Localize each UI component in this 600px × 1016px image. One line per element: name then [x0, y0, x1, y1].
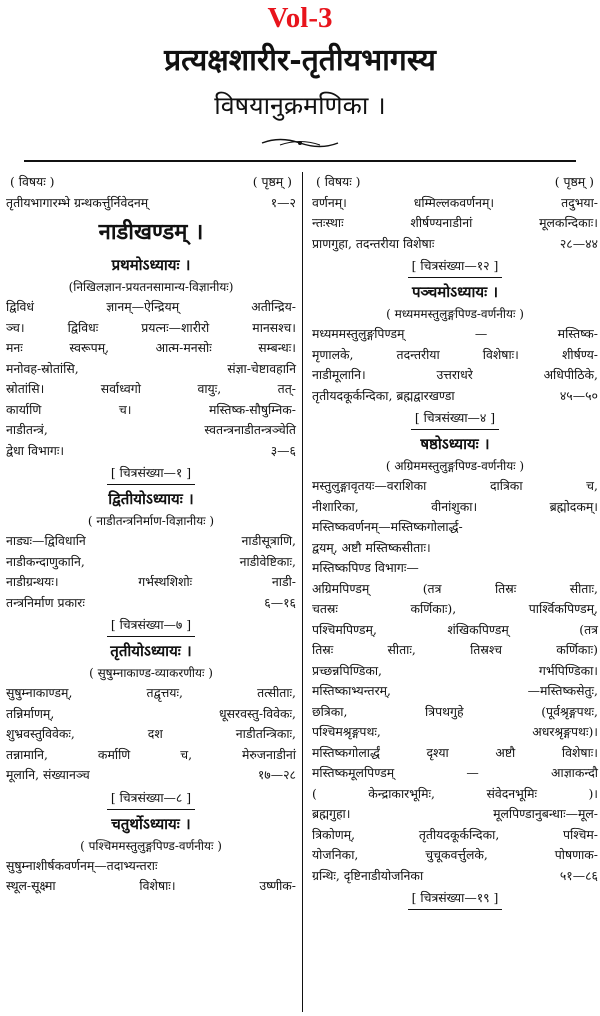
entry-last-line	[6, 765, 296, 786]
plate-count	[6, 462, 296, 485]
entry-last-line	[312, 234, 598, 255]
entry-line: द्वयम्, अष्टौ मस्तिष्कसीताः।	[312, 539, 431, 555]
column-header	[312, 172, 598, 193]
entry-pages: ३—६	[270, 442, 296, 458]
header-divider	[24, 160, 576, 162]
left-column	[6, 172, 296, 897]
entry-text: तन्त्रनिर्माण प्रकारः	[6, 594, 85, 610]
entry-line: मनः स्वरूपम्, आत्म-मनसोः सम्बन्धः।	[6, 340, 296, 355]
entry-text: मूलानि, संख्यानञ्च	[6, 767, 90, 782]
entry-line: नाडीतन्त्रं, स्वतन्त्रनाडीतन्त्रञ्चेति	[6, 422, 296, 437]
entry-line: कार्याणि च। मस्तिष्क-सौषुम्निक-	[6, 401, 296, 417]
entry-text: ग्रन्थिः, दृष्टिनाडीयोजनिका	[312, 867, 424, 883]
chapter-desc: ( अग्रिममस्तुलुङ्गपिण्ड-वर्णनीयः )	[385, 459, 525, 473]
entry-line: तन्निर्माणम्, धूसरवस्तु-विवेकः,	[6, 705, 296, 721]
entry-text: तृतीयभागारम्भे ग्रन्थकर्त्तुर्निवेदनम्	[6, 194, 149, 210]
entry-line: स्रोतांसि। सर्वाध्वगो वायुः, तत्-	[6, 381, 296, 396]
plate-count	[312, 255, 598, 278]
plate-count-text: [ चित्रसंख्या—७ ]	[107, 614, 195, 637]
chapter-title[interactable]: चतुर्थोऽध्यायः ।	[111, 814, 191, 833]
entry-line: ब्रह्मगुहा। मूलपिण्डानुबन्धाः—मूल-	[312, 806, 598, 821]
entry-line: ( केन्द्राकारभूमिः, संवेदनभूमिः )।	[312, 785, 598, 801]
entry-line: मस्तिष्कगोलार्द्धं दृश्या अष्टौ विशेषाः।	[312, 744, 598, 760]
entry-line: छत्रिका, त्रिपथगुहे (पूर्वश्रृङ्गपथः,	[312, 703, 598, 719]
subject-label: ( विषयः )	[316, 174, 361, 189]
entry-line: मध्यममस्तुलुङ्गपिण्डम् — मस्तिष्क-	[312, 326, 598, 341]
chapter-desc: ( मध्यममस्तुलुङ्गपिण्ड-वर्णनीयः )	[386, 307, 524, 321]
entry-pages: ५१—८६	[559, 867, 598, 883]
column-rule	[302, 172, 303, 1012]
entry-line: नाड्यः—द्विविधानि नाडीसूत्राणि,	[6, 533, 296, 548]
entry-line: तन्नामानि, कर्माणि च, मेरुजनाडीनां	[6, 746, 296, 762]
entry-line: अग्रिमपिण्डम् (तत्र तिस्रः सीताः,	[312, 580, 598, 596]
volume-label: Vol-3	[267, 2, 333, 34]
entry-line: पश्चिमपिण्डम्, शंखिकपिण्डम् (तत्र	[312, 621, 598, 637]
entry-line: मस्तुलुङ्गावृतयः—वराशिका दात्रिका च,	[312, 478, 598, 493]
entry-line: चतस्रः कर्णिकाः), पार्श्विकपिण्डम्,	[312, 601, 598, 616]
entry-line: मस्तिष्कपिण्ड विभागः—	[312, 560, 419, 575]
entry-line: प्रच्छन्नपिण्डिका, गर्भपिण्डिका।	[312, 662, 598, 678]
entry-last-line	[6, 441, 296, 462]
subject-label: ( विषयः )	[10, 174, 55, 189]
entry-pages: ६—१६	[264, 594, 296, 610]
entry-line: सुषुम्नाशीर्षकवर्णनम्—तदाभ्यन्तराः	[6, 857, 158, 873]
entry-line: त्रिकोणम्, तृतीयदकूर्कन्दिका, पश्चिम-	[312, 826, 598, 842]
chapter-title[interactable]: षष्ठोऽध्यायः ।	[420, 435, 490, 453]
page-label: ( पृष्ठम् )	[252, 174, 292, 189]
entry-line: पश्चिमश्रृङ्गपथः, अधरश्रृङ्गपथः)।	[312, 724, 598, 739]
entry-pages: १७—२८	[257, 767, 296, 782]
entry-last-line	[312, 386, 598, 407]
right-column	[312, 172, 598, 911]
entry-line: स्थूल-सूक्ष्मा विशेषाः। उष्णीक-	[6, 878, 296, 893]
section-heading: नाडीखण्डम् ।	[98, 219, 204, 245]
entry-line: ञ्च। द्विविधः प्रयत्नः—शारीरो मानसश्च।	[6, 319, 296, 335]
page-subtitle: विषयानुक्रमणिका ।	[214, 91, 386, 120]
plate-count	[312, 407, 598, 430]
flourish-ornament-icon	[260, 136, 340, 150]
entry-text: तृतीयदकूर्कन्दिका, ब्रह्मद्वारखण्डा	[312, 387, 455, 403]
chapter-title[interactable]: प्रथमोऽध्यायः ।	[111, 256, 191, 274]
entry-line: मस्तिष्कमूलपिण्डम् — आज्ञाकन्दौ	[312, 765, 598, 780]
entry-line: द्विविधं ज्ञानम्—ऐन्द्रियम् अतीन्द्रिय-	[6, 299, 296, 314]
entry-line: शुभ्रवस्तुविवेकः, दश नाडीतन्त्रिकाः,	[6, 726, 296, 741]
entry-line: मस्तिष्काभ्यन्तरम्, —मस्तिष्कसेतुः,	[312, 683, 598, 698]
plate-count	[6, 614, 296, 637]
entry-line: वर्णनम्। धम्मिल्लकवर्णनम्। तदुभया-	[312, 194, 598, 210]
chapter-desc: ( सुषुम्नाकाण्ड-व्याकरणीयः )	[89, 666, 213, 680]
entry-line: सुषुम्नाकाण्डम्, तद्वृत्तयः, तत्सीताः,	[6, 685, 296, 700]
chapter-desc: (निखिलज्ञान-प्रयतनसामान्य-विज्ञानीयः)	[68, 280, 234, 294]
entry-pages: ४५—५०	[559, 387, 598, 403]
plate-count	[312, 887, 598, 910]
plate-count-text: [ चित्रसंख्या—८ ]	[107, 787, 195, 810]
entry-line: नाडीमूलानि। उत्तराधरे अधिपीठिके,	[312, 367, 598, 382]
column-header	[6, 172, 296, 193]
entry-line: तिस्रः सीताः, तिस्रश्च कर्णिकाः)	[312, 642, 598, 657]
plate-count-text: [ चित्रसंख्या—१२ ]	[408, 255, 503, 278]
entry-pages: २८—४४	[559, 235, 598, 251]
entry-line: नीशारिका, वीनांशुका। ब्रह्मोदकम्।	[312, 498, 598, 514]
entry-text: प्राणगुहा, तदन्तरीया विशेषाः	[312, 235, 435, 251]
plate-count-text: [ चित्रसंख्या—१९ ]	[408, 887, 503, 910]
entry-line: मृणालके, तदन्तरीया विशेषाः। शीर्षण्य-	[312, 346, 598, 362]
entry-last-line	[312, 866, 598, 887]
entry-line: योजनिका, चुचूकवर्त्तुलके, पोषणाक-	[312, 847, 598, 862]
toc-entry-intro[interactable]	[6, 193, 296, 214]
entry-line: नाडीकन्दाणुकानि, नाडीवेष्टिकाः,	[6, 553, 296, 569]
chapter-title[interactable]: पञ्चमोऽध्यायः ।	[411, 283, 499, 301]
entry-last-line	[6, 593, 296, 614]
entry-line: मस्तिष्कवर्णनम्—मस्तिष्कगोलार्द्ध-	[312, 519, 463, 534]
chapter-title[interactable]: तृतीयोऽध्यायः ।	[110, 642, 192, 660]
plate-count-text: [ चित्रसंख्या—४ ]	[411, 407, 499, 430]
entry-text: द्वेधा विभागः।	[6, 442, 65, 458]
entry-pages: १—२	[270, 194, 296, 210]
entry-line: नाडीग्रन्थयः। गर्भस्थशिशोः नाडी-	[6, 574, 296, 589]
chapter-desc: ( पश्चिममस्तुलुङ्गपिण्ड-वर्णनीयः )	[80, 838, 222, 853]
plate-count-text: [ चित्रसंख्या—१ ]	[107, 462, 195, 485]
chapter-title[interactable]: द्वितीयोऽध्यायः ।	[108, 490, 194, 508]
plate-count	[6, 787, 296, 810]
entry-line: मनोवह-स्रोतांसि, संज्ञा-चेष्टावहानि	[6, 360, 296, 376]
page-title: प्रत्यक्षशारीर-तृतीयभागस्य	[164, 43, 436, 78]
page-label: ( पृष्ठम् )	[554, 174, 594, 189]
entry-line: न्तःस्थाः शीर्षण्यनाडीनां मूलकन्दिकाः।	[312, 215, 598, 230]
chapter-desc: ( नाडीतन्त्रनिर्माण-विज्ञानीयः )	[87, 514, 215, 528]
